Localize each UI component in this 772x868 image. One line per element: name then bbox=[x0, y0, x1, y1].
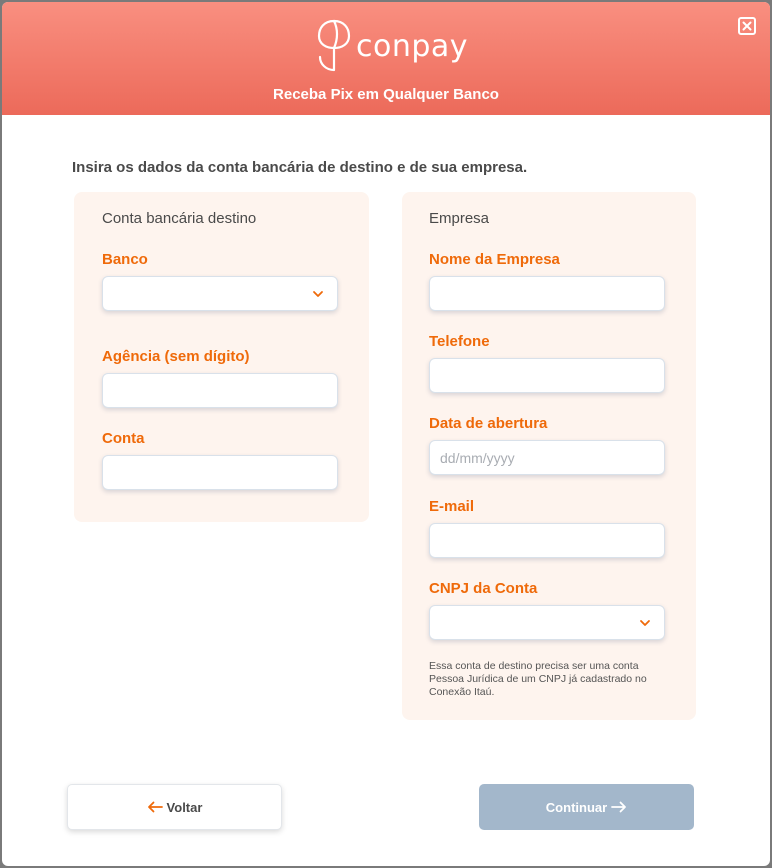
chevron-down-icon bbox=[312, 289, 324, 299]
page-title: Receba Pix em Qualquer Banco bbox=[273, 86, 499, 103]
close-button[interactable] bbox=[738, 17, 756, 35]
brand-name: conpay bbox=[356, 28, 469, 64]
chevron-down-icon bbox=[639, 618, 651, 628]
company-name-input[interactable] bbox=[429, 276, 665, 311]
opening-date-label: Data de abertura bbox=[429, 415, 548, 432]
arrow-right-icon bbox=[611, 801, 627, 813]
header bbox=[2, 2, 770, 115]
bank-select[interactable] bbox=[102, 276, 338, 311]
company-name-label: Nome da Empresa bbox=[429, 251, 560, 268]
company-panel bbox=[402, 192, 696, 720]
opening-date-input[interactable] bbox=[429, 440, 665, 475]
email-label: E-mail bbox=[429, 498, 475, 515]
conpay-logo-icon bbox=[316, 19, 352, 73]
brand-logo bbox=[316, 18, 468, 74]
arrow-left-icon bbox=[147, 801, 163, 813]
cnpj-select[interactable] bbox=[429, 605, 665, 640]
agency-input[interactable] bbox=[102, 373, 338, 408]
back-button[interactable] bbox=[67, 784, 282, 830]
close-icon bbox=[742, 21, 752, 31]
bank-account-panel bbox=[74, 192, 369, 522]
phone-input[interactable] bbox=[429, 358, 665, 393]
modal bbox=[2, 2, 770, 866]
email-input[interactable] bbox=[429, 523, 665, 558]
bank-account-title: Conta bancária destino bbox=[102, 210, 257, 227]
back-button-label: Voltar bbox=[166, 799, 203, 815]
continue-button[interactable] bbox=[479, 784, 694, 830]
company-title: Empresa bbox=[429, 210, 490, 227]
account-input[interactable] bbox=[102, 455, 338, 490]
bank-label: Banco bbox=[102, 251, 148, 268]
continue-button-label: Continuar bbox=[545, 799, 608, 815]
instruction-text: Insira os dados da conta bancária de destino e de sua empresa. bbox=[72, 159, 528, 176]
agency-label: Agência (sem dígito) bbox=[102, 348, 250, 365]
phone-label: Telefone bbox=[429, 333, 490, 350]
cnpj-label: CNPJ da Conta bbox=[429, 580, 538, 597]
account-label: Conta bbox=[102, 430, 145, 447]
cnpj-note: Essa conta de destino precisa ser uma conta Pessoa Jurídica de um CNPJ já cadastrado no Conexão Itaú. bbox=[429, 660, 647, 698]
